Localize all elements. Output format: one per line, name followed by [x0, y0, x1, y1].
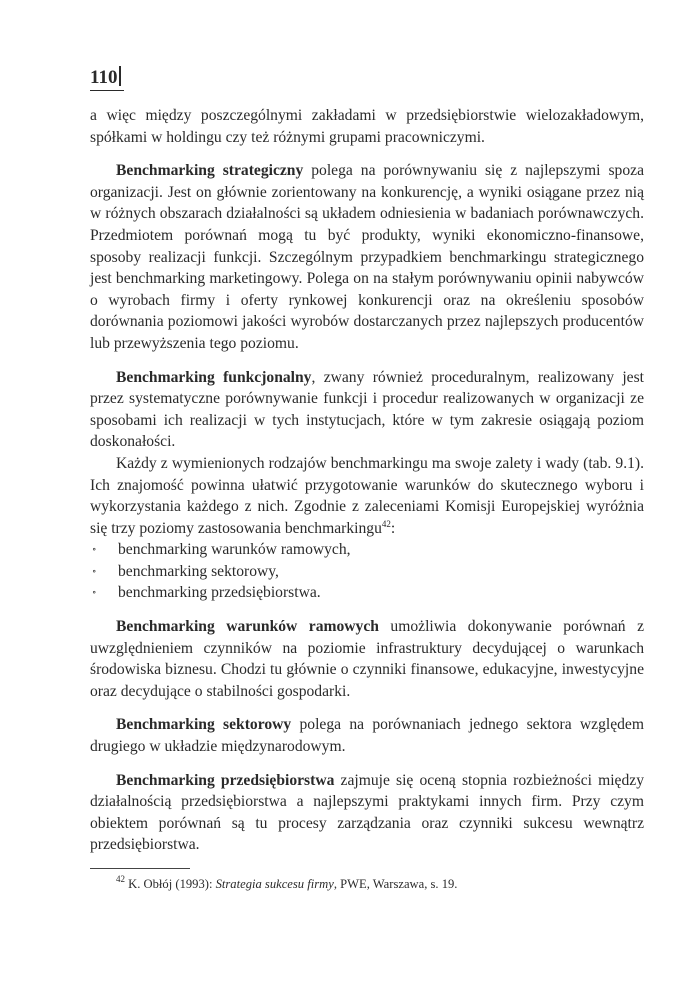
paragraph-framework: [90, 616, 644, 702]
list-item: [90, 582, 644, 604]
footnote-divider: [90, 868, 190, 869]
term-framework: Benchmarking warunków ramowych: [116, 618, 379, 636]
paragraph-levels-intro: [90, 453, 644, 539]
footnote-reference[interactable]: 42: [381, 518, 391, 529]
paragraph-text: polega na porównywaniu się z najlepszymi spoza organizacji. Jest on głównie zorientowany na konkurencję, a wyniki osiągane przez nią w różnych obszarach działalności są układem odniesienia w badaniach porównawczych. Przedmiotem porównań mogą tu być produkty, wyniki ekonomiczno-finansowe, sposoby realizacji funkcji. Szczególnym przypadkiem benchmarkingu strategicznego jest benchmarking marketingowy. Polega on na stałym porównywaniu opinii nabywców o wyrobach firmy i oferty rynkowej konkurencji oraz na określeniu sposobów dorównania poziomowi jakości wyrobów dostarczanych przez najlepszych producentów lub przewyższenia tego poziomu.: [90, 162, 644, 352]
term-strategic: Benchmarking strategiczny: [116, 162, 304, 180]
bullet-icon: ∘: [92, 587, 97, 598]
paragraph-text: , zwany również proceduralnym, realizowany jest przez systematyczne porównywanie funkcji i procedur realizowanych w organizacji ze sposobami ich realizacji w tych instytucjach, które w tym zakresie osiągają poziom doskonałości.: [90, 368, 645, 451]
paragraph-text: a więc między poszczególnymi zakładami w przedsiębiorstwie wielozakładowym, spółkami w holdingu czy też różnymi grupami pracowniczymi.: [90, 107, 644, 146]
paragraph-strategic: [90, 160, 644, 354]
paragraph-text: polega na porównaniach jednego sektora względem drugiego w układzie międzynarodowym.: [90, 716, 644, 756]
list-item-text: benchmarking sektorowy,: [118, 562, 279, 580]
footnote-marker: 42: [116, 874, 125, 884]
list-item: [90, 539, 644, 561]
paragraph-functional: [90, 367, 644, 453]
levels-list: [90, 539, 644, 604]
term-enterprise: Benchmarking przedsiębiorstwa: [116, 771, 335, 789]
page: [90, 66, 644, 893]
paragraph-text: :: [390, 519, 396, 537]
term-sector: Benchmarking sektorowy: [116, 716, 292, 734]
footnote-author: K. Obłój (1993):: [125, 877, 216, 891]
footnote: [90, 875, 644, 893]
paragraph-enterprise: [90, 770, 644, 856]
bullet-icon: ∘: [92, 565, 97, 576]
paragraph-text: zajmuje się oceną stopnia rozbieżności między działalnością przedsiębiorstwa a najlepszymi praktykami innych firm. Przy czym obiektem porównań są tu procesy zarządzania oraz czynniki sukcesu wewnątrz przedsiębiorstwa.: [90, 771, 644, 854]
paragraph-continuation: [90, 105, 644, 148]
paragraph-text: umożliwia dokonywanie porównań z uwzględnieniem czynników na poziomie infrastruktury decydującej o warunkach środowiska biznesu. Chodzi tu głównie o czynniki finansowe, edukacyjne, inwestycyjne oraz decydujące o stabilności gospodarki.: [90, 618, 644, 700]
list-item-text: benchmarking warunków ramowych,: [118, 541, 351, 559]
page-number: 110: [90, 66, 124, 91]
footnote-publisher: , PWE, Warszawa, s. 19.: [333, 877, 458, 891]
paragraph-text: Każdy z wymienionych rodzajów benchmarkingu ma swoje zalety i wady (tab. 9.1). Ich znajomość powinna ułatwić przygotowanie warunków do skutecznego wyboru i wykorzystania każdego z nich. Zgodnie z zaleceniami Komisji Europejskiej wyróżnia się trzy poziomy zastosowania benchmarkingu: [90, 454, 644, 537]
bullet-icon: ∘: [92, 544, 97, 555]
footnote-title: Strategia sukcesu firmy: [215, 877, 334, 891]
paragraph-sector: [90, 714, 644, 757]
list-item: [90, 561, 644, 583]
term-functional: Benchmarking funkcjonalny: [116, 368, 312, 386]
list-item-text: benchmarking przedsiębiorstwa.: [118, 584, 321, 602]
